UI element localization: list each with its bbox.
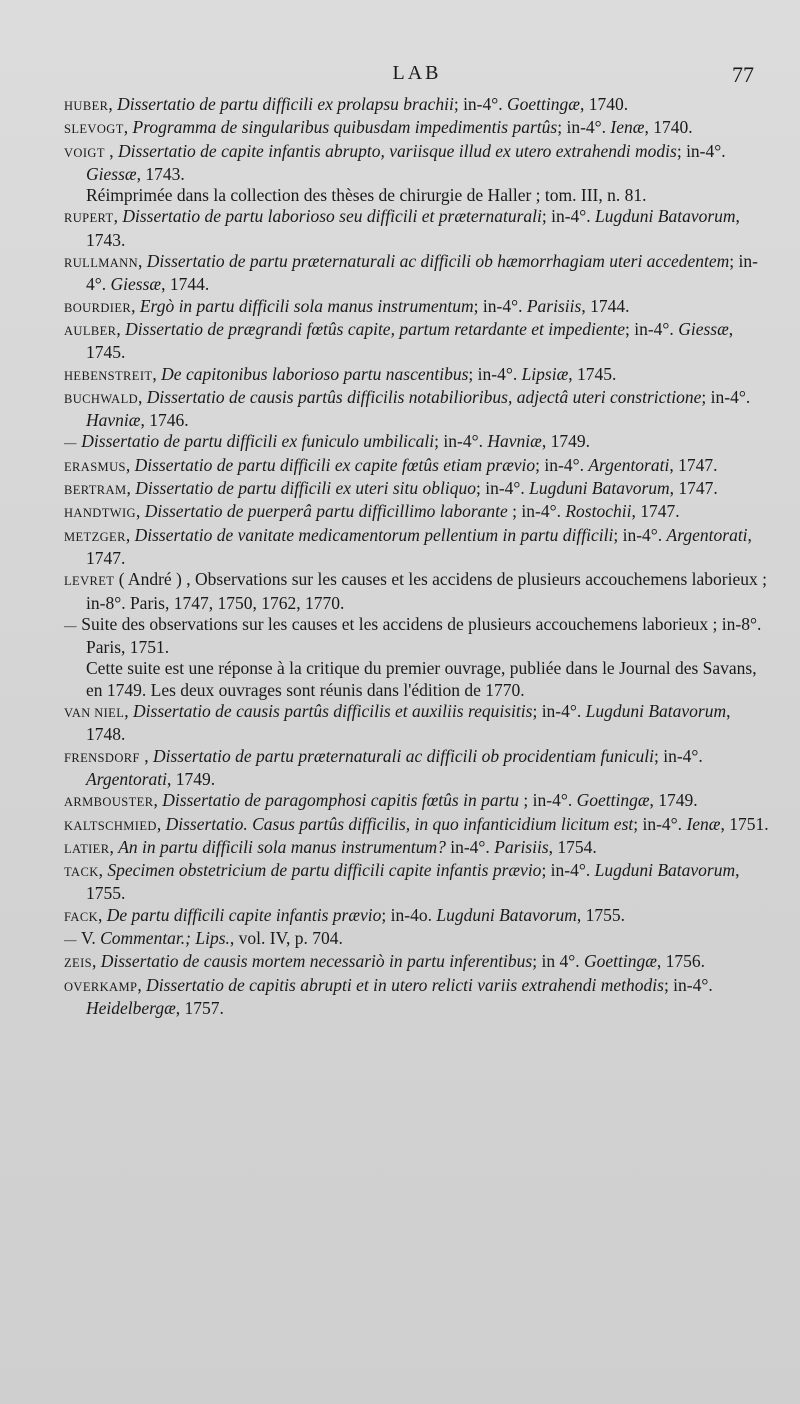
entry-author: VOIGT <box>64 145 105 160</box>
entry-title: Dissertatio de puerperâ partu difficillimo laborante <box>144 501 508 522</box>
bibliography-entry <box>64 364 770 387</box>
entry-year: , 1747. <box>669 478 718 499</box>
entry-author: BUCHWALD <box>64 391 139 406</box>
entry-title: Dissertatio de causis mortem necessariò in partu inferentibus <box>100 951 533 972</box>
entry-title: Programma de singularibus quibusdam impedimentis partûs <box>132 117 558 138</box>
entry-title: Dissertatio de partu præternaturali ac difficili ob procidentiam funiculi <box>152 745 654 766</box>
entry-title: Ergò in partu difficili sola manus instrumentum <box>139 295 474 316</box>
entry-format: ; in-4°. <box>701 386 751 407</box>
entry-year: , 1751. <box>720 813 769 834</box>
entry-separator: , <box>126 478 136 499</box>
note-text: Réimprimée dans la collection des thèses de chirurgie de Haller ; tom. III, n. 81. <box>86 185 647 206</box>
entry-title: Commentar.; Lips. <box>100 927 230 948</box>
entry-author: ERASMUS <box>64 459 126 474</box>
bibliography-list <box>64 94 770 1019</box>
page-number: 77 <box>732 62 754 87</box>
entry-author: FRENSDORF <box>64 750 140 765</box>
entry-author: METZGER <box>64 529 126 544</box>
bibliography-entry <box>64 296 770 319</box>
entry-separator: , <box>139 745 153 766</box>
entry-place: Lugduni Batavorum <box>529 478 670 499</box>
entry-year: , 1755. <box>576 904 625 925</box>
bibliography-entry <box>64 701 770 746</box>
entry-author: RUPERT <box>64 211 114 226</box>
bibliography-entry <box>64 525 770 570</box>
entry-author: BERTRAM <box>64 483 127 498</box>
entry-title: Specimen obstetricium de partu difficili capite infantis prævio <box>107 860 542 881</box>
entry-format: ; in-4°. <box>541 860 595 881</box>
entry-place: Giessæ <box>110 274 162 295</box>
entry-place: Goettingæ <box>583 951 657 972</box>
entry-author: TACK <box>64 865 99 880</box>
bibliography-entry <box>64 478 770 501</box>
bibliography-entry <box>64 790 770 813</box>
entry-author: HANDTWIG <box>64 506 136 521</box>
bibliography-entry <box>64 746 770 791</box>
entry-title: Dissertatio de partu præternaturali ac difficili ob hæmorrhagiam uteri accedentem <box>146 251 730 272</box>
entry-year: , 1748. <box>86 701 731 745</box>
entry-place: Havniæ <box>86 410 141 431</box>
entry-place: Argentorati <box>666 524 748 545</box>
entry-format: ; in-4°. <box>535 454 589 475</box>
entry-year: , 1749. <box>167 768 216 789</box>
entry-title: Dissertatio de causis partûs difficilis notabilioribus, adjectâ uteri constrictione <box>146 386 702 407</box>
entry-title: An in partu difficili sola manus instrumentum? <box>118 836 446 857</box>
entry-separator: , <box>113 206 123 227</box>
entry-separator: , <box>98 860 108 881</box>
entry-author: LATIER <box>64 841 110 856</box>
bibliography-entry <box>64 975 770 1020</box>
entry-format: ; in-4°. <box>453 94 508 114</box>
bibliography-entry <box>64 837 770 860</box>
entry-title: De partu difficili capite infantis prævio <box>106 904 382 925</box>
entry-place: Lugduni Batavorum <box>595 206 736 227</box>
bibliography-entry <box>64 94 770 117</box>
entry-title: Dissertatio de partu laborioso seu difficili et præternaturali <box>122 206 542 227</box>
entry-author: RULLMANN <box>64 256 139 271</box>
entry-author: BOURDIER <box>64 300 132 315</box>
entry-author: FACK <box>64 909 99 924</box>
running-head-title: LAB <box>392 62 442 84</box>
entry-separator: , <box>156 813 166 834</box>
entry-place: Argentorati <box>588 454 670 475</box>
entry-separator: , <box>116 318 126 339</box>
entry-place: Lipsiæ <box>521 363 569 384</box>
entry-place: Lugduni Batavorum <box>594 860 736 881</box>
bibliography-entry <box>64 928 770 951</box>
entry-year: , 1745. <box>568 363 617 384</box>
bibliography-entry <box>64 951 770 974</box>
entry-year: , 1749. <box>541 431 590 452</box>
entry-year: , 1754. <box>548 836 597 857</box>
entry-format: ; in-4°. <box>473 295 527 316</box>
entry-format: , vol. IV, p. 704. <box>229 927 343 948</box>
entry-title: Dissertatio de partu difficili ex uteri situ obliquo <box>135 478 476 499</box>
bibliography-entry <box>64 860 770 905</box>
entry-place: Lugduni Batavorum <box>436 904 577 925</box>
entry-format: ; in-4o. <box>381 904 437 925</box>
entry-year: , 1755. <box>86 860 740 904</box>
entry-place: Argentorati <box>86 768 168 789</box>
entry-place: Ienæ <box>610 117 645 138</box>
entry-separator: , <box>131 295 140 316</box>
entry-place: Parisiis <box>526 295 582 316</box>
entry-title: Dissertatio de partu difficili ex funiculo umbilicali <box>81 431 435 452</box>
entry-format: ; in-4°. <box>468 363 522 384</box>
entry-separator: , <box>152 363 162 384</box>
entry-format: ; in-4°. <box>434 431 488 452</box>
bibliography-entry <box>64 455 770 478</box>
entry-separator: , <box>138 251 147 272</box>
entry-separator: , <box>153 790 163 811</box>
entry-year: , 1743. <box>136 163 185 184</box>
entry-separator: , <box>104 140 119 161</box>
entry-format: Suite des observations sur les causes et les accidens de plusieurs accouchemens laborieux ; in-8°. Paris, 1751. <box>81 613 762 658</box>
entry-author: SLEVOGT <box>64 122 124 137</box>
entry-note <box>64 658 770 701</box>
entry-separator: , <box>125 454 135 475</box>
entry-separator: , <box>92 951 101 972</box>
entry-title: Dissertatio. Casus partûs difficilis, in quo infanticidium licitum est <box>165 813 634 834</box>
entry-author: — <box>64 932 77 947</box>
entry-year: , 1757. <box>175 997 224 1018</box>
bibliography-entry <box>64 319 770 364</box>
entry-title: Dissertatio de prægrandi fœtûs capite, partum retardante et impediente <box>125 318 625 339</box>
entry-place: Rostochii <box>565 501 632 522</box>
entry-format: ; in-4°. <box>676 140 726 161</box>
bibliography-entry <box>64 141 770 186</box>
entry-separator: , <box>109 836 119 857</box>
bibliography-entry <box>64 431 770 454</box>
entry-year: , 1747. <box>631 501 680 522</box>
entry-author: AULBER <box>64 323 117 338</box>
entry-separator: , <box>135 501 145 522</box>
entry-place: Parisiis <box>494 836 549 857</box>
entry-place: Havniæ <box>487 431 542 452</box>
entry-author: — <box>64 618 77 633</box>
entry-place: Giessæ <box>86 163 137 184</box>
bibliography-entry <box>64 206 770 251</box>
entry-title: Dissertatio de capitis abrupti et in utero relicti variis extrahendi methodis <box>146 974 664 995</box>
entry-author: — <box>64 436 77 451</box>
running-head <box>64 60 770 94</box>
entry-year: , 1743. <box>86 206 740 250</box>
entry-title: Dissertatio de paragomphosi capitis fœtûs in partu <box>162 790 520 811</box>
bibliography-entry <box>64 251 770 296</box>
entry-separator: , <box>98 904 107 925</box>
entry-year: , 1744. <box>161 274 210 295</box>
bibliography-entry <box>64 614 770 659</box>
entry-format: ; in-4°. <box>633 813 687 834</box>
entry-separator: , <box>108 94 118 114</box>
entry-format: ; in 4°. <box>532 951 584 972</box>
entry-author: KALTSCHMIED <box>64 818 157 833</box>
entry-year: , 1756. <box>656 951 706 972</box>
entry-separator: ( André ) , <box>114 569 195 590</box>
entry-author: HEBENSTREIT <box>64 368 153 383</box>
entry-year: , 1746. <box>140 410 189 431</box>
entry-author: HUBER <box>64 99 109 113</box>
entry-format: ; in-4°. <box>557 117 611 138</box>
bibliography-entry <box>64 501 770 524</box>
entry-year: , 1740. <box>644 117 693 138</box>
entry-year: , 1740. <box>579 94 629 114</box>
entry-note <box>64 185 770 206</box>
entry-year: , 1747. <box>669 454 718 475</box>
entry-separator: , <box>123 117 133 138</box>
entry-place: Heidelbergæ <box>86 997 176 1018</box>
entry-format: ; in-4°. <box>507 501 566 522</box>
entry-separator: , <box>125 524 135 545</box>
entry-format: ; in-4°. <box>625 318 679 339</box>
entry-year: , 1749. <box>649 790 698 811</box>
bibliography-entry <box>64 387 770 432</box>
bibliography-entry <box>64 569 770 614</box>
entry-year: , 1747. <box>86 524 752 568</box>
entry-place: Goettingæ <box>576 790 650 811</box>
entry-title: De capitonibus laborioso partu nascentibus <box>161 363 469 384</box>
entry-title: Dissertatio de causis partûs difficilis et auxiliis requisitis <box>133 701 533 722</box>
bibliography-entry <box>64 905 770 928</box>
entry-separator: , <box>137 974 147 995</box>
entry-author: ZEIS <box>64 956 92 971</box>
entry-format: ; in-4°. <box>613 524 667 545</box>
entry-title: Dissertatio de vanitate medicamentorum pellentium in partu difficili <box>134 524 614 545</box>
entry-title: Dissertatio de capite infantis abrupto, variisque illud ex utero extrahendi modis <box>118 140 677 161</box>
entry-title: Dissertatio de partu difficili ex prolapsu brachii <box>117 94 454 114</box>
note-text: Cette suite est une réponse à la critique du premier ouvrage, publiée dans le Journal des Savans, en 1749. Les deux ouvrages sont réunis dans l'édition de 1770. <box>86 658 757 700</box>
entry-format: in-4°. <box>445 836 495 857</box>
entry-format: ; in-4°. <box>653 745 703 766</box>
entry-year: , 1744. <box>581 295 630 316</box>
entry-place: Lugduni Batavorum <box>585 701 727 722</box>
entry-author: VAN NIEL <box>64 706 125 721</box>
entry-format: ; in-4°. <box>541 206 596 227</box>
entry-year: , 1745. <box>86 318 734 363</box>
entry-separator: V. <box>76 927 101 948</box>
entry-title: Dissertatio de partu difficili ex capite fœtûs etiam prævio <box>134 454 536 475</box>
bibliography-entry <box>64 117 770 140</box>
entry-separator: , <box>124 701 134 722</box>
entry-format: Observations sur les causes et les accidens de plusieurs accouchemens laborieux ; in-8°. Paris, 1747, 1750, 1762, 1770. <box>86 569 767 613</box>
entry-format: ; in-4°. <box>519 790 577 811</box>
bibliography-entry <box>64 814 770 837</box>
entry-author: LEVRET <box>64 574 115 589</box>
entry-author: ARMBOUSTER <box>64 795 154 810</box>
entry-format: ; in-4°. <box>475 478 530 499</box>
entry-place: Ienæ <box>686 813 721 834</box>
entry-author: OVERKAMP <box>64 979 138 994</box>
entry-place: Goettingæ <box>507 94 580 114</box>
entry-place: Giessæ <box>678 318 729 339</box>
entry-format: ; in-4°. <box>86 251 758 295</box>
entry-format: ; in-4°. <box>532 701 586 722</box>
entry-separator: , <box>138 386 147 407</box>
entry-format: ; in-4°. <box>663 974 713 995</box>
